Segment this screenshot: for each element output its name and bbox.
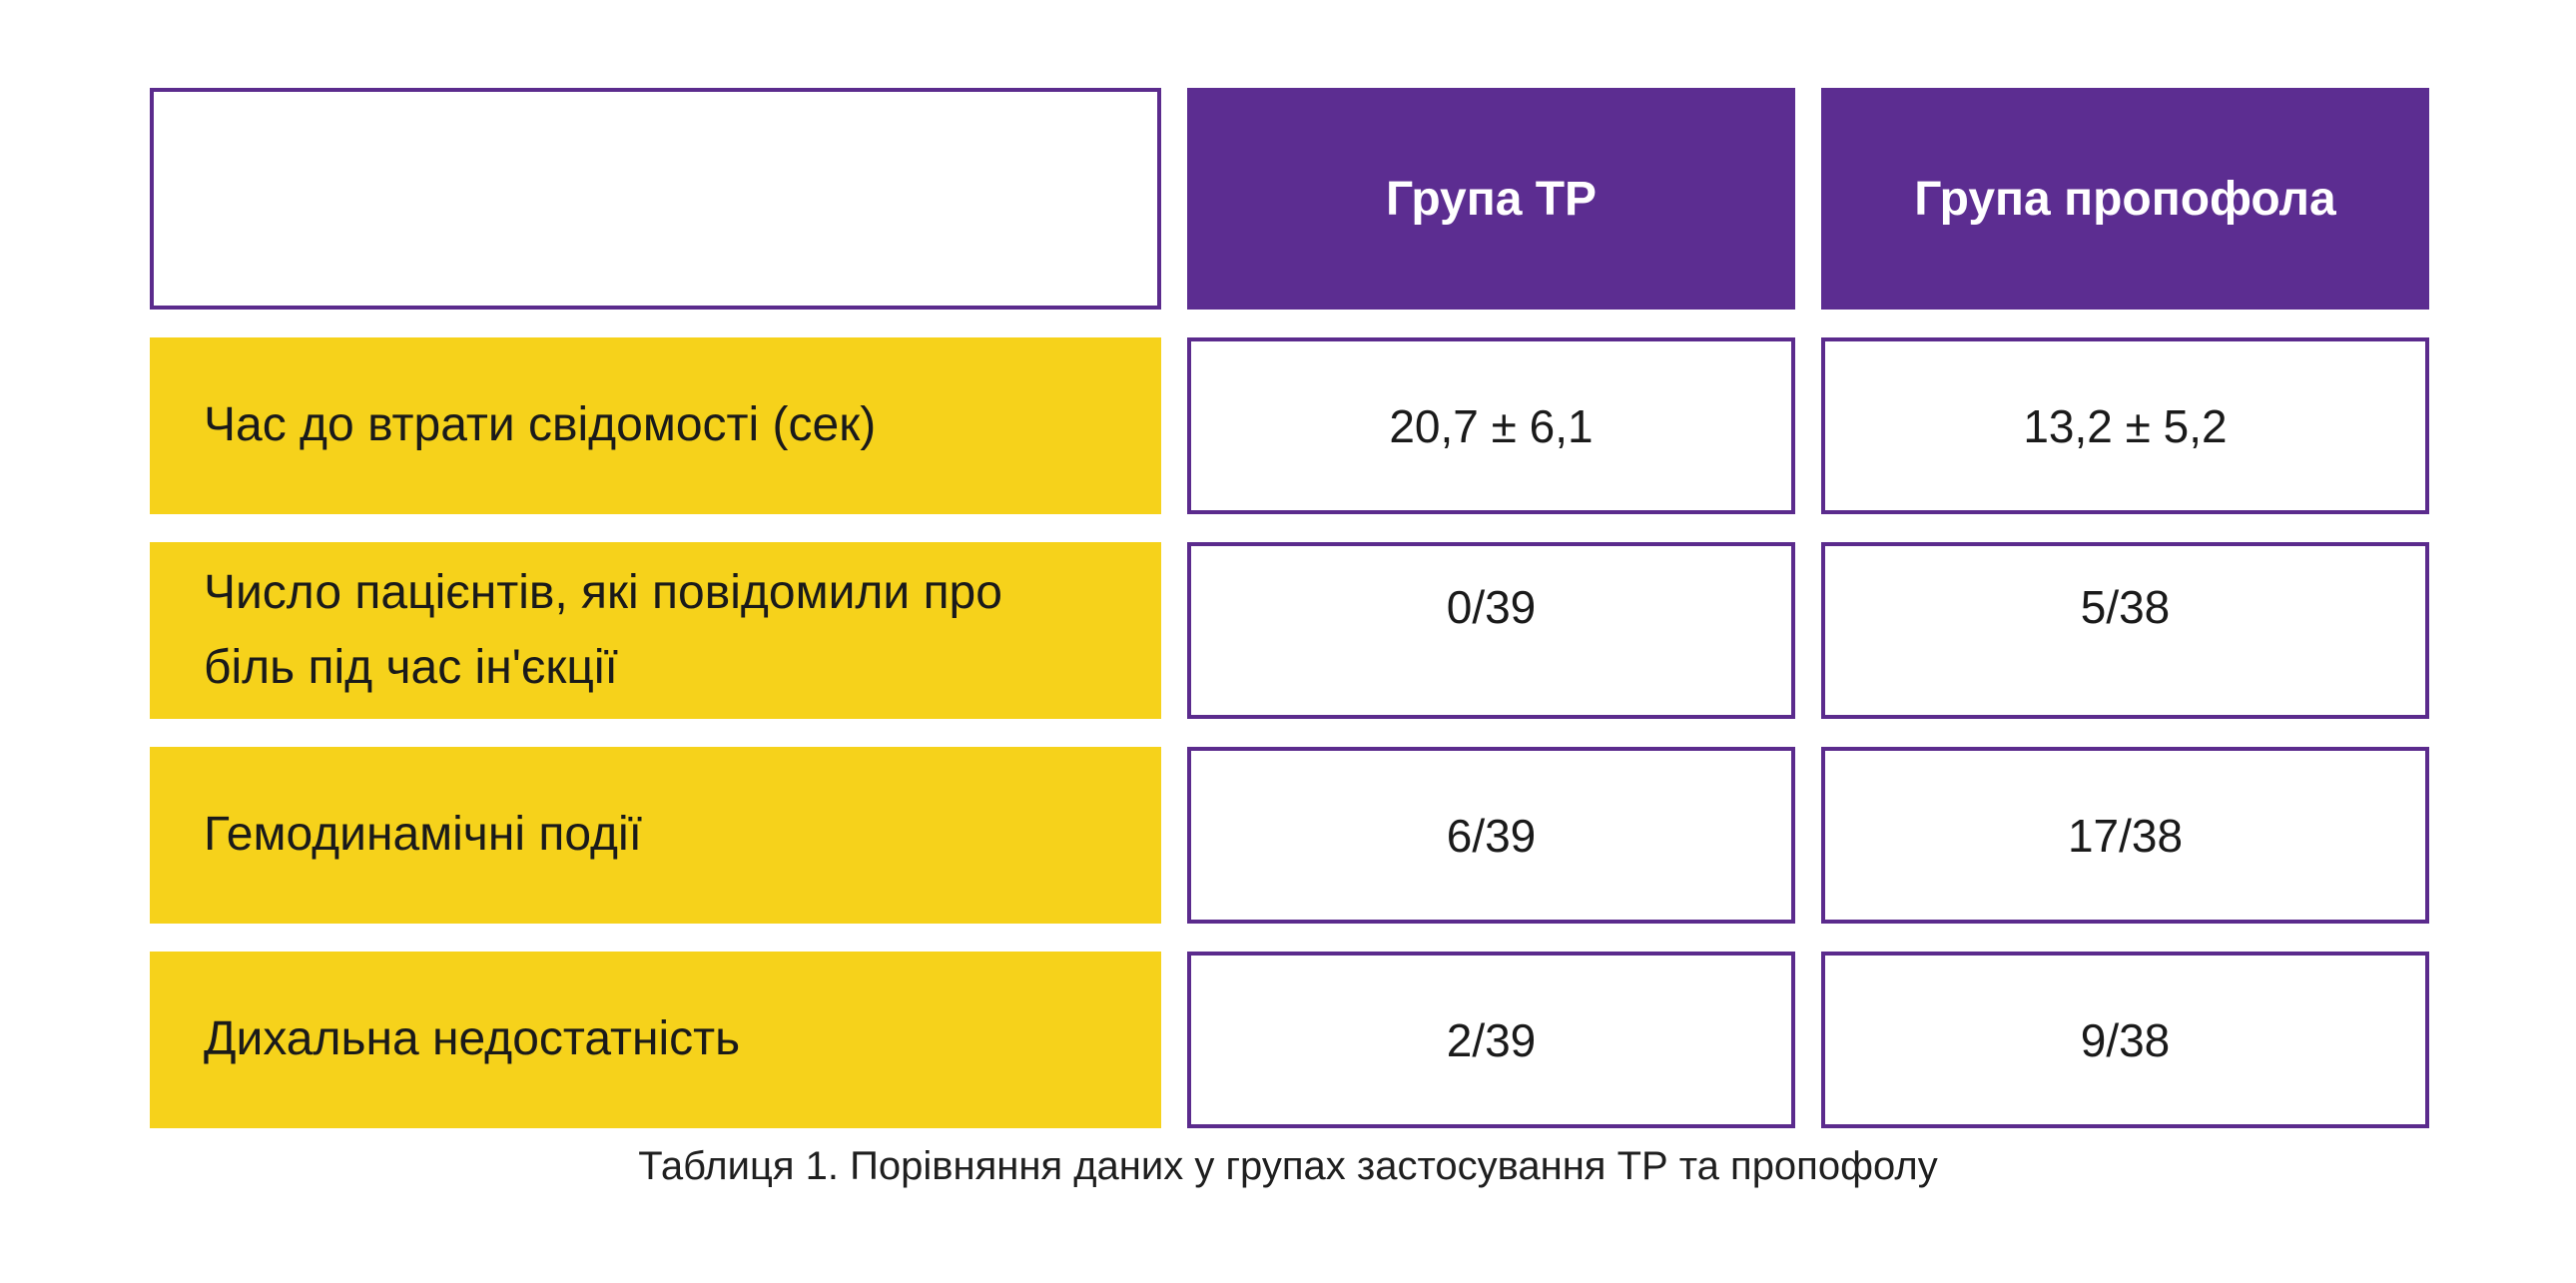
- row-label-time-to-loss-of-consciousness: Час до втрати свідомості (сек): [150, 337, 1161, 514]
- row-label-respiratory-insufficiency: Дихальна недостатність: [150, 952, 1161, 1128]
- column-header-propofol-group: Група пропофола: [1821, 88, 2429, 310]
- value-propofol-respiratory: 9/38: [1821, 952, 2429, 1128]
- table-caption: Таблиця 1. Порівняння даних у групах застосування ТР та пропофолу: [638, 1144, 1938, 1188]
- row-label-hemodynamic-events: Гемодинамічні події: [150, 747, 1161, 924]
- value-propofol-time: 13,2 ± 5,2: [1821, 337, 2429, 514]
- value-tp-hemodynamic: 6/39: [1187, 747, 1795, 924]
- value-propofol-hemodynamic: 17/38: [1821, 747, 2429, 924]
- comparison-table: [150, 88, 2429, 1128]
- column-header-tp-group: Група ТР: [1187, 88, 1795, 310]
- value-tp-pain-text: 0/39: [1446, 580, 1537, 633]
- value-propofol-pain-text: 5/38: [2080, 580, 2171, 633]
- value-propofol-pain: [1821, 542, 2429, 719]
- value-tp-pain: [1187, 542, 1795, 719]
- row-label-injection-pain-patients: Число пацієнтів, які повідомили про біль під час ін'єкції: [150, 542, 1161, 719]
- value-tp-time: 20,7 ± 6,1: [1187, 337, 1795, 514]
- value-tp-respiratory: 2/39: [1187, 952, 1795, 1128]
- corner-empty-cell: [150, 88, 1161, 310]
